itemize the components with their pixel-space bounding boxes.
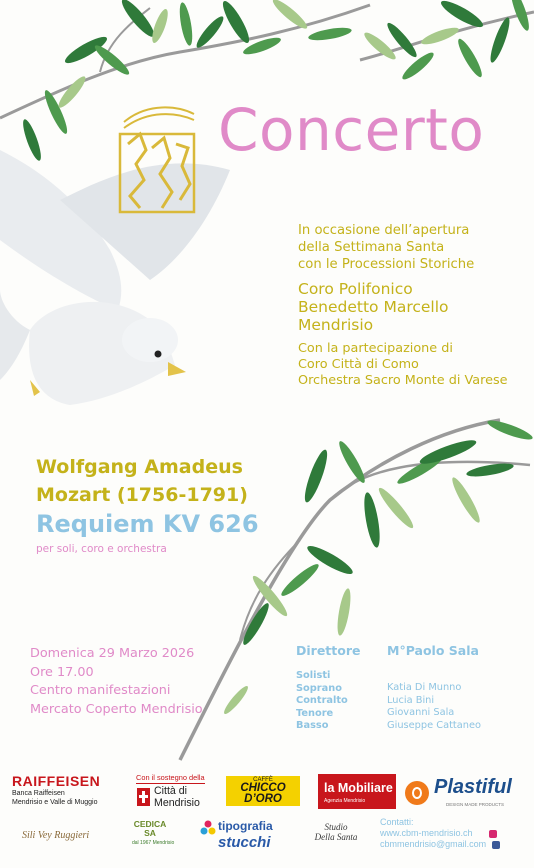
director-label: Direttore [296, 643, 361, 658]
soloist-name: Lucia Bini [387, 694, 435, 706]
soloist-role: Basso [296, 720, 329, 732]
soloist-name: Giovanni Sala [387, 707, 455, 719]
event-venue: Centro manifestazioni [30, 683, 171, 698]
participation-line: Coro Città di Como [298, 357, 419, 372]
occasion-line: In occasione dell’apertura [298, 223, 470, 238]
event-date: Domenica 29 Marzo 2026 [30, 646, 195, 661]
concert-title: Concerto [218, 96, 485, 164]
contacts-email-row [380, 839, 500, 850]
mobiliare-sub: Agenzia Mendrisio [324, 798, 366, 804]
composer-name [36, 453, 248, 509]
email-link[interactable]: cbmmendrisio@gmail.com [380, 839, 487, 849]
event-details [30, 645, 203, 719]
mendrisio-logo [136, 786, 200, 809]
soloist-role: Tenore [296, 707, 334, 719]
website-link[interactable]: www.cbm-mendrisio.ch [380, 828, 473, 838]
mobiliare-logo [318, 774, 396, 809]
dove-illustration [0, 150, 230, 405]
cedica-logo [128, 820, 172, 838]
occasion-line: della Settimana Santa [298, 240, 445, 255]
della-santa-logo [308, 822, 364, 842]
soloist-roles [296, 670, 348, 733]
sili-logo: Sili Vey Ruggieri [22, 830, 90, 841]
chicco-line: CHICCO [240, 782, 286, 794]
cedica-line: SA [144, 828, 156, 838]
mendrisio-line: Mendrisio [154, 796, 200, 809]
chicco-doro-logo [226, 776, 300, 806]
participation-line: Con la partecipazione di [298, 341, 453, 356]
chicco-line: D’ORO [244, 793, 282, 805]
soloist-name: Giuseppe Cattaneo [387, 719, 481, 731]
participation-line: Orchestra Sacro Monte di Varese [298, 373, 508, 388]
support-label: Con il sostegno della [136, 773, 205, 782]
contacts-label: Contatti: [380, 817, 414, 827]
work-subtitle: per soli, coro e orchestra [36, 543, 167, 555]
della-santa-line: Della Santa [314, 832, 358, 842]
choir-line: Benedetto Marcello [298, 298, 449, 316]
occasion-text [298, 222, 474, 273]
work-title: Requiem KV 626 [36, 510, 259, 538]
cedica-subtitle: dal 1967 Mendrisio [132, 840, 175, 846]
choir-name [298, 280, 449, 334]
plastiful-subtitle: DESIGN MADE PRODUCTS [446, 802, 505, 807]
soloists-label: Solisti [296, 670, 331, 681]
instagram-icon[interactable] [489, 830, 497, 838]
contacts-web-row [380, 828, 500, 839]
occasion-line: con le Processioni Storiche [298, 257, 475, 272]
raiffeisen-sub-line: Mendrisio e Valle di Muggio [12, 798, 98, 806]
raiffeisen-sub-line: Banca Raiffeisen [12, 790, 65, 797]
soloist-role: Contralto [296, 695, 348, 707]
contacts [380, 817, 500, 850]
event-location: Mercato Coperto Mendrisio [30, 701, 203, 717]
mobiliare-name: la Mobiliare [324, 781, 393, 795]
choir-line: Mendrisio [298, 316, 374, 334]
plastiful-logo: Plastiful [434, 776, 512, 798]
director-name: M°Paolo Sala [387, 643, 479, 658]
soloist-name: Katia Di Munno [387, 682, 462, 693]
raiffeisen-subtitle [12, 790, 97, 807]
stucchi-logo: stucchi [218, 834, 271, 851]
composer-line: Wolfgang Amadeus [36, 456, 243, 478]
plastiful-icon [405, 781, 429, 805]
tipografia-logo: tipografia [218, 819, 273, 833]
cedica-line: CEDICA [133, 819, 167, 829]
soloist-names [387, 682, 481, 732]
mendrisio-line: Città di [154, 785, 187, 797]
participation-text [298, 341, 508, 389]
raiffeisen-logo: RAIFFEISEN [12, 773, 101, 789]
olive-branch-top-right [360, 0, 534, 83]
event-time: Ore 17.00 [30, 664, 94, 680]
soloist-role: Soprano [296, 682, 342, 694]
chicco-top: CAFFÈ [253, 777, 273, 783]
composer-line: Mozart (1756-1791) [36, 484, 248, 506]
facebook-icon[interactable] [492, 841, 500, 849]
tipografia-icon [200, 820, 216, 836]
choir-line: Coro Polifonico [298, 280, 413, 298]
della-santa-line: Studio [324, 822, 348, 832]
